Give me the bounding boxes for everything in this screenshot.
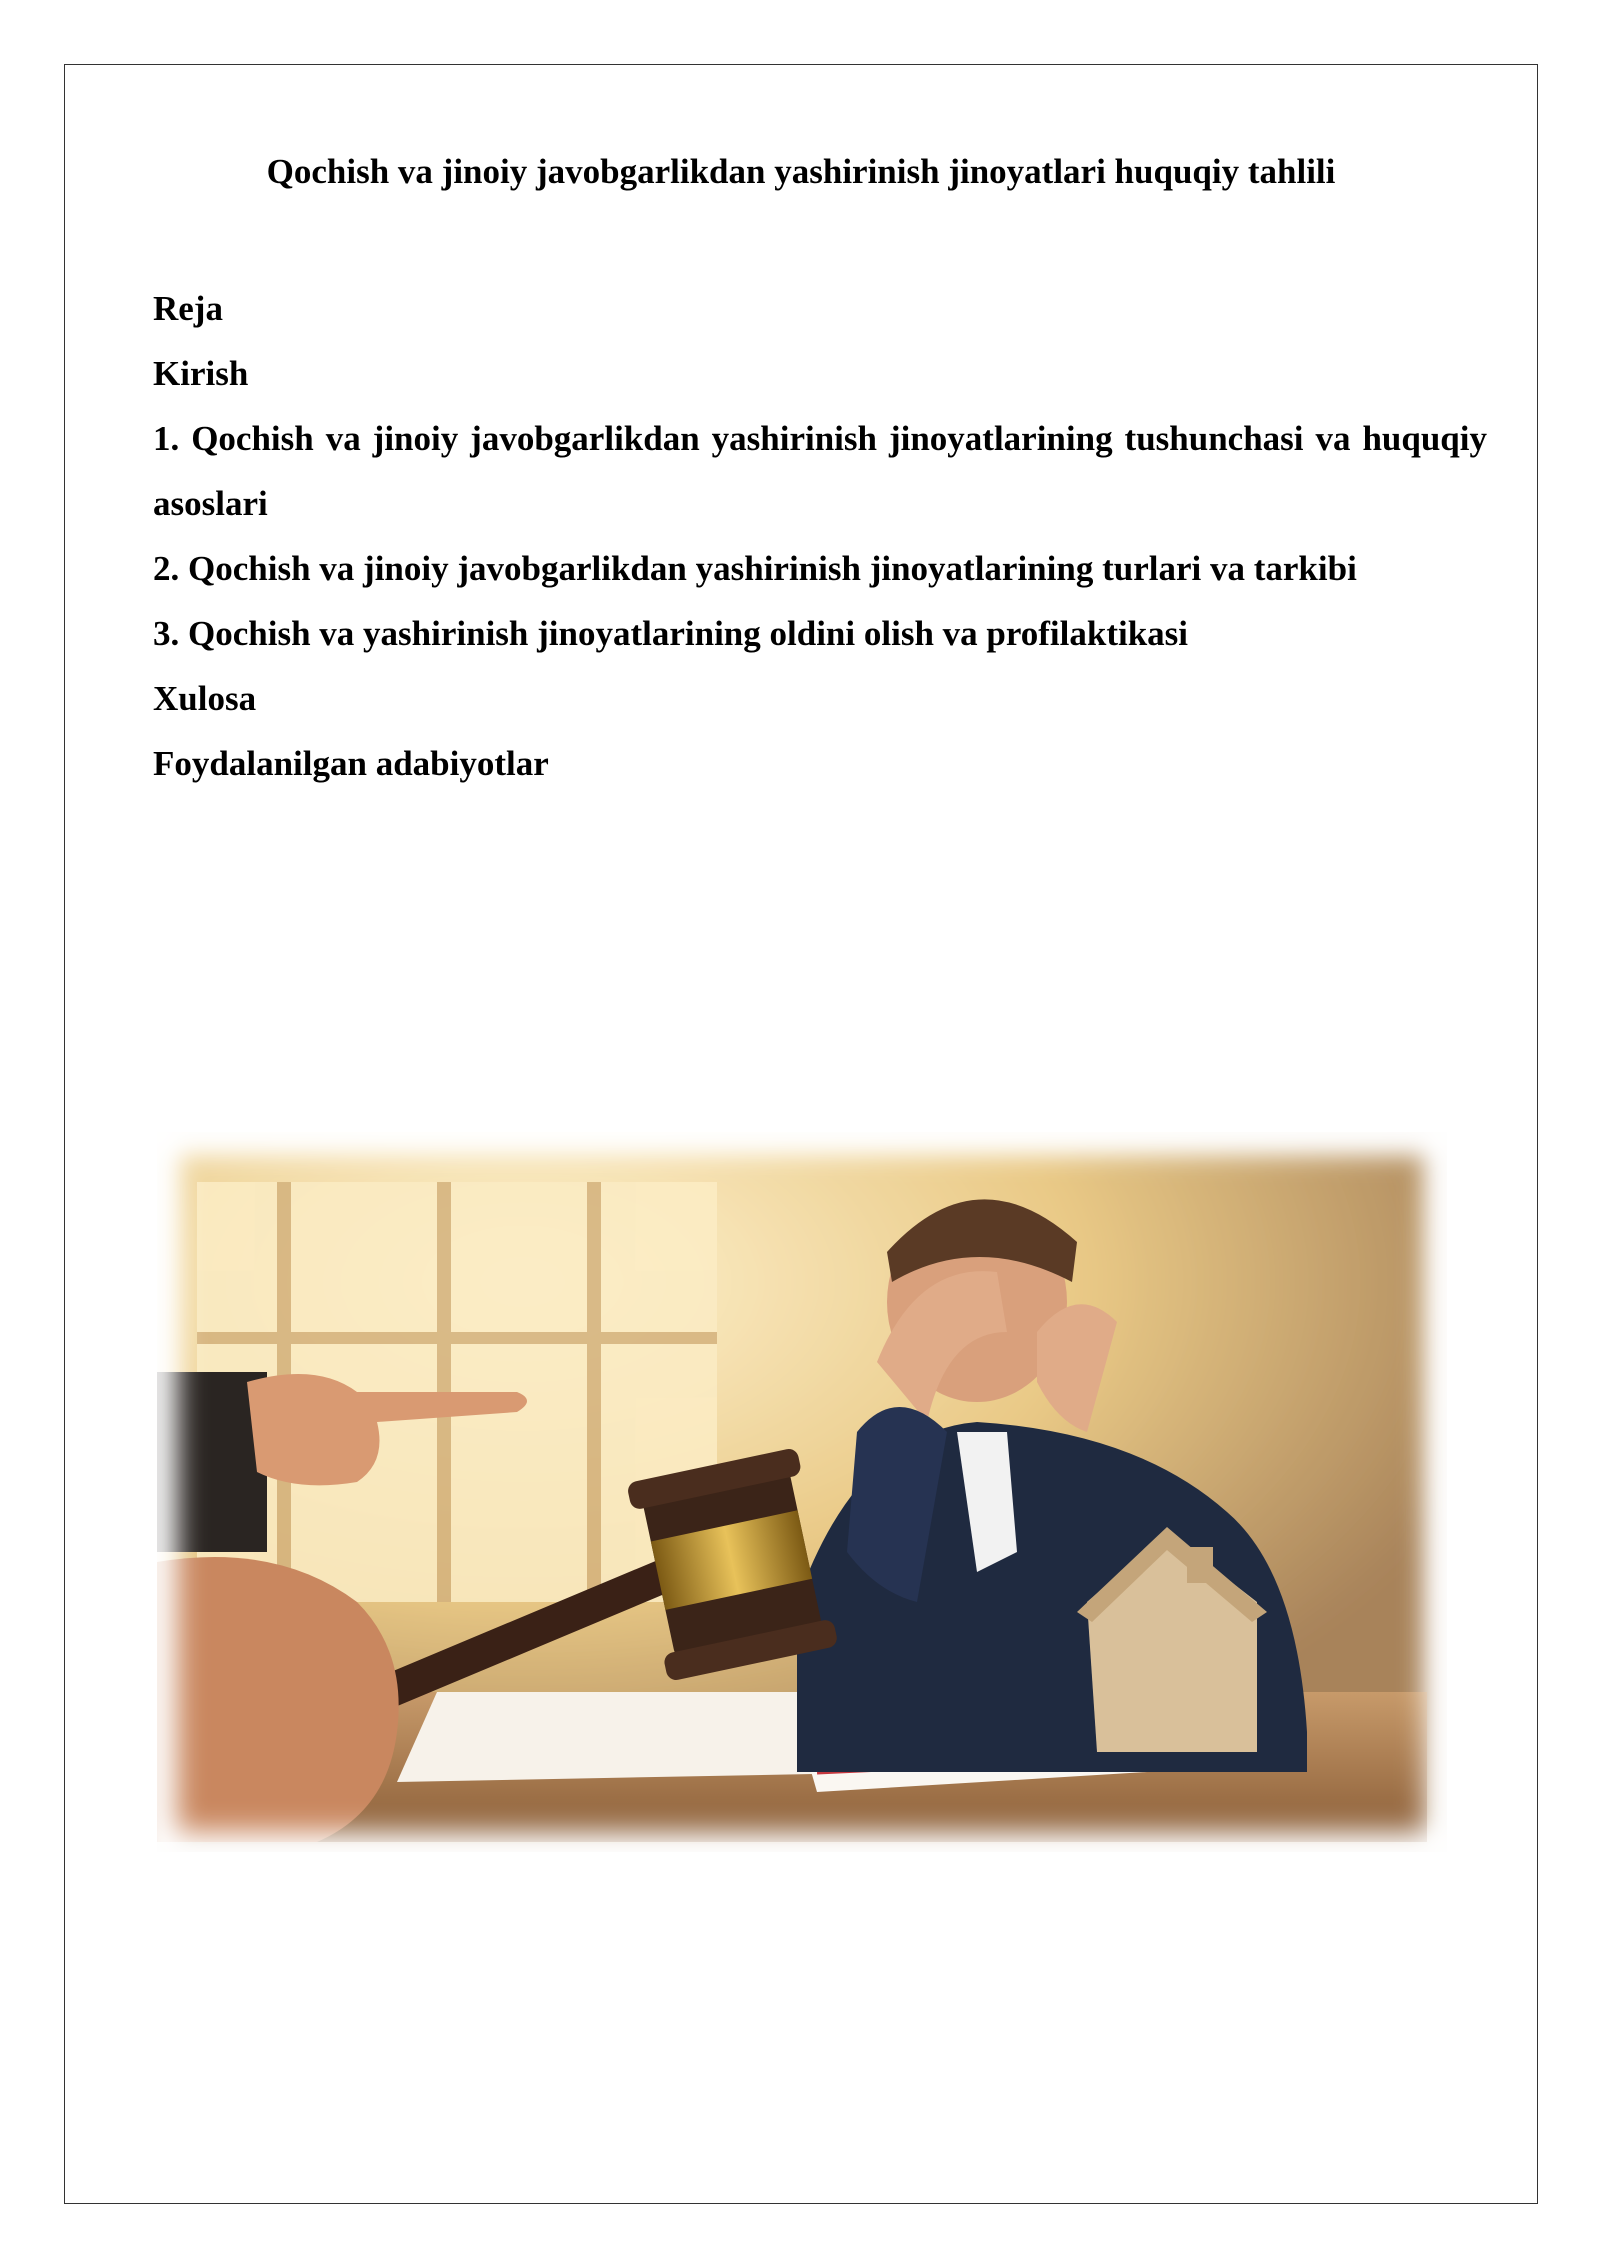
plan-item-2: 2. Qochish va jinoiy javobgarlikdan yashirinish jinoyatlarining turlari va tarkibi: [153, 549, 1357, 588]
courtroom-illustration: [157, 1132, 1447, 1852]
plan-item-1: 1. Qochish va jinoiy javobgarlikdan yashirinish jinoyatlarining tushunchasi va huquqiy asoslari: [153, 419, 1487, 523]
intro-item: Kirish: [153, 354, 249, 393]
courtroom-photo: [157, 1132, 1447, 1852]
document-body: [153, 276, 1487, 796]
plan-item-3: 3. Qochish va yashirinish jinoyatlarining oldini olish va profilaktikasi: [153, 614, 1189, 653]
plan-heading: Reja: [153, 289, 223, 328]
references-item: Foydalanilgan adabiyotlar: [153, 744, 549, 783]
document-title: Qochish va jinoiy javobgarlikdan yashirinish jinoyatlari huquqiy tahlili: [266, 152, 1336, 191]
conclusion-item: Xulosa: [153, 679, 257, 718]
